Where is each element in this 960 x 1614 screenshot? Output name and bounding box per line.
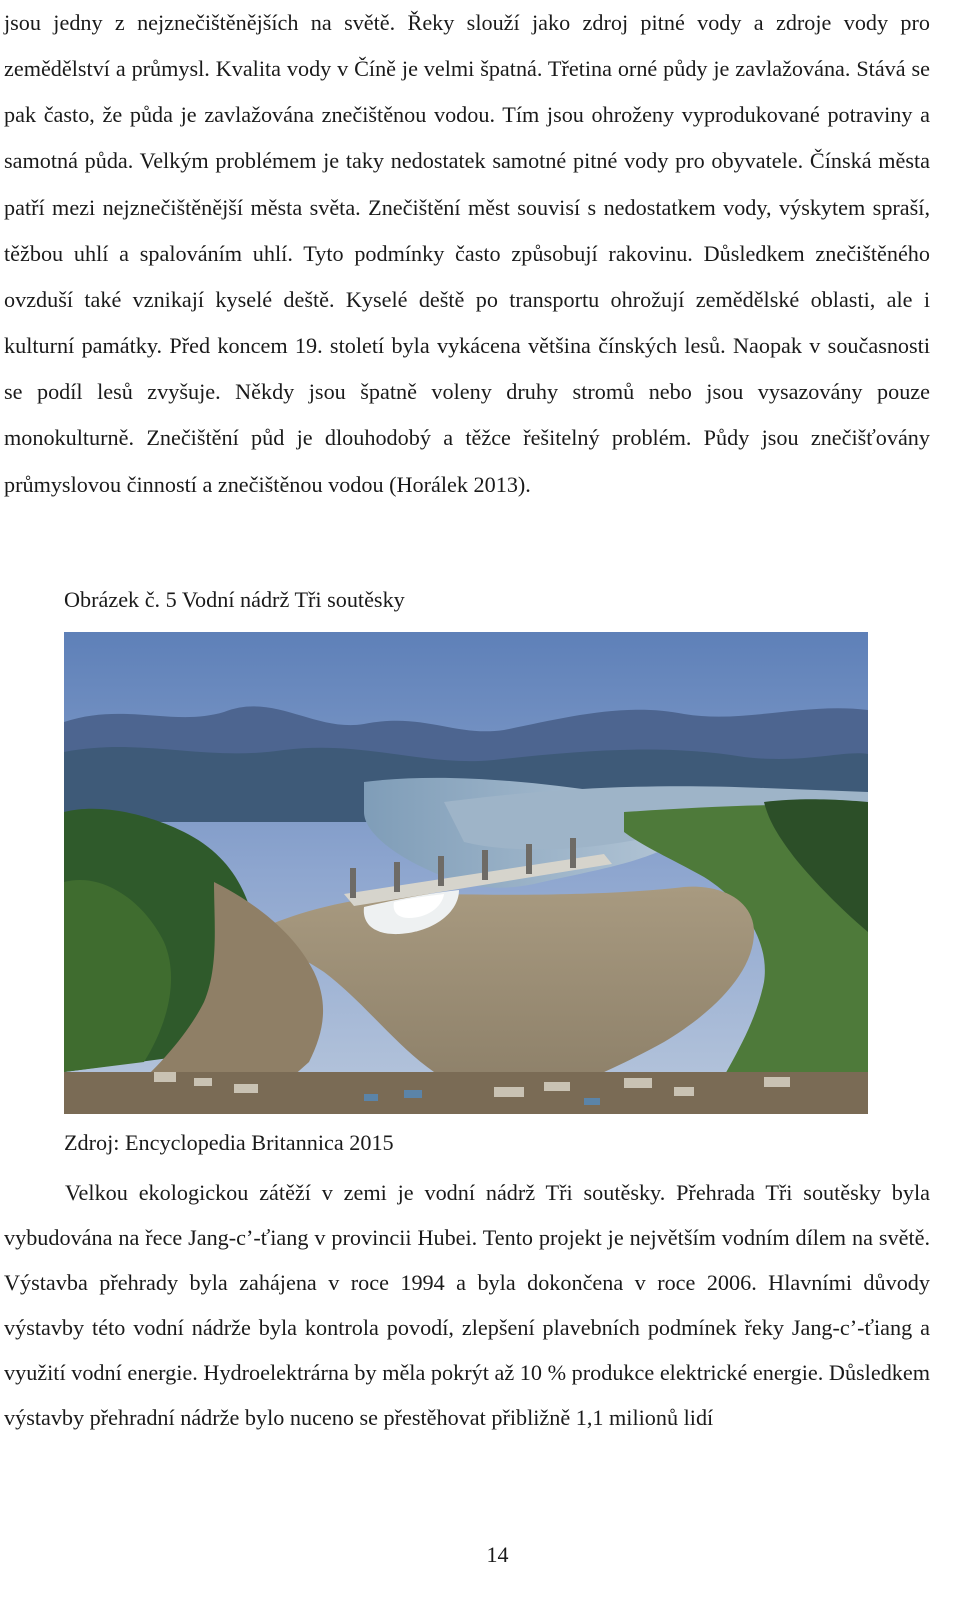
three-gorges-dam-photo: [64, 632, 868, 1114]
figure-title: Obrázek č. 5 Vodní nádrž Tři soutěsky: [64, 587, 405, 612]
dam-aerial-illustration: [64, 632, 868, 1114]
body-paragraph-1: jsou jedny z nejznečištěnějších na světě. Řeky slouží jako zdroj pitné vody a zdroje vody pro zemědělství a průmysl. Kvalita vody v Číně je velmi špatná. Třetina orné půdy je zavlažována. Stává se pak často, že půda je zavlažována znečištěnou vodou. Tím jsou ohroženy vyprodukované potraviny a samotná půda. Velkým problémem je taky nedostatek samotné pitné vody pro obyvatele. Čínská města patří mezi nejznečištěnější města světa. Znečištění měst souvisí s nedostatkem vody, výskytem spraší, těžbou uhlí a spalováním uhlí. Tyto podmínky často způsobují rakovinu. Důsledkem znečištěného ovzduší také vznikají kyselé deště. Kyselé deště po transportu ohrožují zemědělské oblasti, ale i kulturní památky. Před koncem 19. století byla vykácena většina čínských lesů. Naopak v současnosti se podíl lesů zvyšuje. Někdy jsou špatně voleny druhy stromů nebo jsou vysazovány pouze monokulturně. Znečištění půd je dlouhodobý a těžce řešitelný problém. Půdy jsou znečišťovány průmyslovou činností a znečištěnou vodou (Horálek 2013).: [4, 10, 930, 497]
body-paragraph-2: [4, 1170, 930, 1441]
figure-source: Zdroj: Encyclopedia Britannica 2015: [64, 1130, 394, 1155]
page-number: 14: [486, 1542, 509, 1567]
body-paragraph-2-text: Velkou ekologickou zátěží v zemi je vodní nádrž Tři soutěsky. Přehrada Tři soutěsky byla vybudována na řece Jang-c’-ťiang v provincii Hubei. Tento projekt je největším vodním dílem na světě. Výstavba přehrady byla zahájena v roce 1994 a byla dokončena v roce 2006. Hlavními důvody výstavby této vodní nádrže byla kontrola povodí, zlepšení plavebních podmínek řeky Jang-c’-ťiang a využití vodní energie. Hydroelektrárna by měla pokrýt až 10 % produkce elektrické energie. Důsledkem výstavby přehradní nádrže bylo nuceno se přestěhovat přibližně 1,1 milionů lidí: [4, 1180, 930, 1431]
